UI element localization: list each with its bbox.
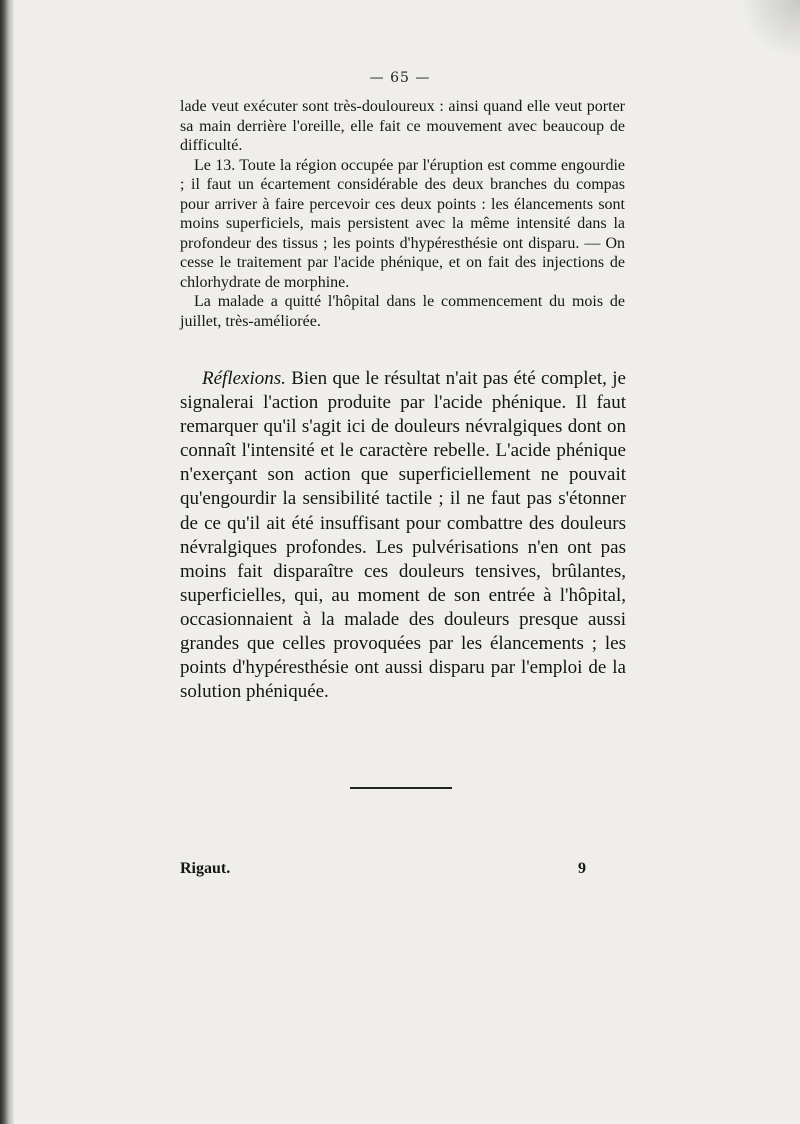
footer-signature-number: 9 (578, 860, 586, 877)
paragraph-continuation: lade veut exécuter sont très-douloureux : ainsi quand elle veut porter sa main derrière l'oreille, elle fait ce mouvement avec beaucoup de difficulté. (180, 98, 625, 154)
case-notes-text (180, 97, 625, 331)
reflexions-heading: Réflexions. (202, 368, 286, 389)
reflexions-body: Bien que le résultat n'ait pas été complet, je signalerai l'action produite par l'acide phénique. Il faut remarquer qu'il s'agit ici de douleurs névralgiques dont on connaît l'intensité et le caractère rebelle. L'acide phénique n'exerçant son action que superficiellement ne pouvait qu'engourdir la sensibilité tactile ; il ne faut pas s'étonner de ce qu'il ait été insuffisant pour combattre des douleurs névralgiques profondes. Les pulvérisations n'en ont pas moins fait disparaître ces douleurs tensives, brûlantes, superficielles, qui, au moment de son entrée à l'hôpital, occasionnaient à la malade des douleurs presque aussi grandes que celles provoquées par les élancements ; les points d'hypéresthésie ont aussi disparu par l'emploi de la solution phéniquée. (180, 368, 626, 703)
footer-signature: Rigaut. (180, 860, 231, 877)
reflexions-section (180, 367, 626, 704)
page-binding-edge (0, 0, 14, 1124)
paragraph-day-13: Le 13. Toute la région occupée par l'éruption est comme engourdie ; il faut un écartement considérable des deux branches du compas pour arriver à faire percevoir ces deux points : les élancements sont moins superficiels, mais persistent avec la même intensité dans la profondeur des tissus ; les points d'hypéresthésie ont disparu. — On cesse le traitement par l'acide phénique, et on fait des injections de chlorhydrate de morphine. (180, 156, 625, 291)
page-corner-shadow (740, 0, 800, 60)
page-number: — 65 — (369, 70, 431, 86)
section-divider-rule (350, 787, 452, 789)
paragraph-discharge: La malade a quitté l'hôpital dans le commencement du mois de juillet, très-améliorée. (180, 293, 625, 330)
reflexions-paragraph (180, 367, 626, 704)
